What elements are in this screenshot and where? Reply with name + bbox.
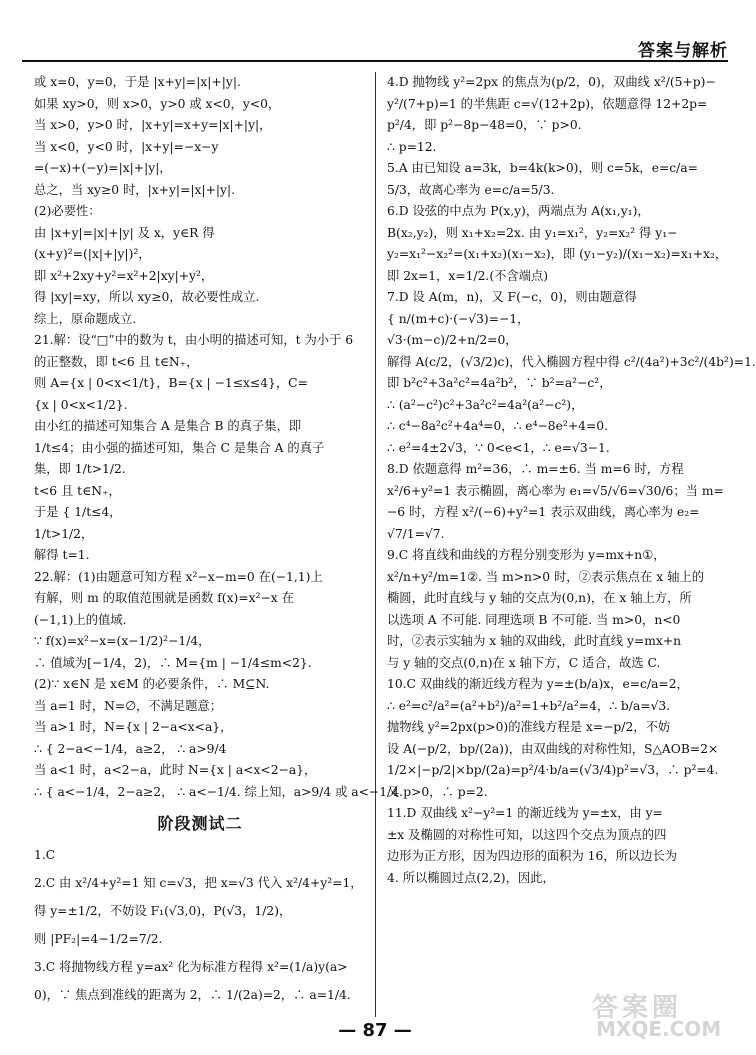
text-line: (2)必要性：: [34, 204, 101, 218]
answer-line: 11.D 双曲线 x²−y²=1 的渐近线为 y=±x，由 y=: [387, 806, 663, 820]
text-line: ∵ f(x)=x²−x=(x−1/2)²−1/4，: [34, 634, 211, 648]
answer-line: 1/2×|−p/2|×bp/(2a)=p²/4·b/a=(√3/4)p²=√3，∴ p²=4.: [387, 763, 719, 777]
answer-line: 时，②表示实轴为 x 轴的双曲线，此时直线 y=mx+n: [387, 634, 682, 648]
text-line: 如果 xy>0，则 x>0，y>0 或 x<0，y<0，: [34, 96, 281, 111]
answer-line: 抛物线 y²=2px(p>0)的准线方程是 x=−p/2，不妨: [387, 720, 671, 734]
answer-line: 即 b²c²+3a²c²=4a²b²，∵ b²=a²−c²，: [387, 376, 612, 390]
answer-line: 与 y 轴的交点(0,n)在 x 轴下方，C 适合，故选 C.: [387, 655, 661, 670]
text-line: (−1,1)上的值域.: [34, 612, 127, 627]
answer-line: 2.C 由 x²/4+y²=1 知 c=√3，把 x=√3 代入 x²/4+y²=1，: [34, 875, 363, 890]
text-line: 由小红的描述可知集合 A 是集合 B 的真子集，即: [34, 419, 302, 433]
text-line: 有解，则 m 的取值范围就是函数 f(x)=x²−x 在: [34, 591, 294, 605]
answer-line: y₂=x₁²−x₂²=(x₁+x₂)(x₁−x₂)，即 (y₁−y₂)/(x₁−x₂)=x₁+x₂，: [387, 247, 728, 261]
text-line: 得 |xy|=xy，所以 xy≥0，故必要性成立.: [34, 290, 260, 304]
watermark-text-top: 答案圈: [592, 993, 683, 1023]
answer-line: ∴ c⁴−8a²c²+4a⁴=0，∴ e⁴−8e²+4=0.: [387, 419, 609, 433]
answer-line: 7.D 设 A(m，n)，又 F(−c，0)，则由题意得: [387, 290, 637, 304]
answer-line: { n/(m+c)·(−√3)=−1，: [387, 311, 530, 326]
answer-line: p²/4，即 p²−8p−48=0，∵ p>0.: [387, 118, 582, 132]
answer-line: 0)，∵ 焦点到准线的距离为 2，∴ 1/(2a)=2，∴ a=1/4.: [34, 987, 351, 1002]
answer-line: 又 p>0，∴ p=2.: [387, 784, 488, 799]
text-line: (2)∵ x∈N 是 x∈M 的必要条件，∴ M⊆N.: [34, 677, 270, 691]
column-divider: [375, 72, 376, 1017]
answer-line: √7/1=√7.: [387, 526, 445, 541]
text-line: 即 x²+2xy+y²=x²+2|xy|+y²，: [34, 268, 214, 283]
answer-line: 得 y=±1/2，不妨设 F₁(√3,0)，P(√3，1/2)，: [34, 903, 292, 918]
page-header: [0, 0, 750, 62]
answer-line: 5.A 由已知设 a=3k，b=4k(k>0)，则 c=5k，e=c/a=: [387, 161, 698, 175]
answer-line: 则 |PF₂|=4−1/2=7/2.: [34, 931, 163, 946]
text-line: 集，即 1/t>1/2.: [34, 462, 126, 476]
text-line: 当 x>0，y>0 时，|x+y|=x+y=|x|+|y|，: [34, 118, 272, 132]
text-line: 1/t≤4；由小强的描述可知，集合 C 是集合 A 的真子: [34, 440, 325, 455]
answer-line: 10.C 双曲线的渐近线方程为 y=±(b/a)x，e=c/a=2，: [387, 677, 689, 691]
answer-line: 8.D 依题意得 m²=36，∴ m=±6. 当 m=6 时，方程: [387, 462, 684, 476]
text-line: (x+y)²=(|x|+|y|)²，: [34, 247, 151, 261]
text-line: 解得 t=1.: [34, 548, 90, 562]
answer-line: ±x 及椭圆的对称性可知，以这四个交点为顶点的四: [387, 827, 667, 842]
answer-line: 设 A(−p/2，bp/(2a))，由双曲线的对称性知，S△AOB=2×: [387, 741, 719, 756]
left-column-lines: [34, 72, 403, 803]
answer-line: −6 时，方程 x²/(−6)+y²=1 表示双曲线，离心率为 e₂=: [387, 505, 700, 519]
text-line: 的正整数，即 t<6 且 t∈N₊，: [34, 354, 199, 369]
answer-line: ∴ p=12.: [387, 139, 437, 154]
answer-line: 边形为正方形，因为四边形的面积为 16，所以边长为: [387, 849, 678, 863]
right-column: [387, 72, 756, 889]
left-column-after-lines: [34, 841, 366, 1009]
text-line: t<6 且 t∈N₊，: [34, 483, 121, 498]
answer-line: x²/6+y²=1 表示椭圆，离心率为 e₁=√5/√6=√30/6；当 m=: [387, 483, 724, 498]
answer-line: 椭圆，此时直线与 y 轴的交点为(0,n)，在 x 轴上方，所: [387, 591, 692, 605]
text-line: ∴ { a<−1/4，2−a≥2， ∴ a<−1/4. 综上知，a>9/4 或 a<−1/4.: [34, 784, 403, 799]
text-line: 或 x=0，y=0，于是 |x+y|=|x|+|y|.: [34, 75, 241, 89]
text-line: 当 x<0，y<0 时，|x+y|=−x−y: [34, 139, 219, 154]
text-line: 当 a>1 时，N={x | 2−a<x<a}，: [34, 720, 233, 734]
text-line: 总之，当 xy≥0 时，|x+y|=|x|+|y|.: [34, 182, 236, 197]
text-line: 综上，原命题成立.: [34, 311, 137, 326]
text-line: 21.解：设“□”中的数为 t，由小明的描述可知，t 为小于 6: [34, 333, 354, 347]
text-line: =(−x)+(−y)=|x|+|y|，: [34, 161, 172, 175]
text-line: 1/t>1/2，: [34, 526, 94, 541]
answer-line: 以选项 A 不可能. 同理选项 B 不可能. 当 m>0，n<0: [387, 612, 681, 627]
answer-line: B(x₂,y₂)，则 x₁+x₂=2x. 由 y₁=x₁²，y₂=x₂² 得 y₁−: [387, 225, 678, 240]
watermark-logo: [582, 985, 732, 1043]
answer-line: 解得 A(c/2，(√3/2)c)，代入椭圆方程中得 c²/(4a²)+3c²/(4b²)=1.: [387, 354, 756, 369]
answer-line: ∴ (a²−c²)c²+3a²c²=4a²(a²−c²)，: [387, 397, 584, 412]
answer-line: 3.C 将抛物线方程 y=ax² 化为标准方程得 x²=(1/a)y(a>: [34, 959, 348, 974]
answer-line: ∴ e²=4±2√3，∵ 0<e<1，∴ e=√3−1.: [387, 440, 610, 455]
text-line: 则 A={x | 0<x<1/t}，B={x | −1≤x≤4}，C=: [34, 376, 308, 390]
answer-line: 1.C: [34, 847, 56, 862]
text-line: {x | 0<x<1/2}.: [34, 397, 128, 412]
text-line: 于是 { 1/t≤4，: [34, 505, 122, 519]
answer-line: ∴ e²=c²/a²=(a²+b²)/a²=1+b²/a²=4，∴ b/a=√3.: [387, 698, 671, 713]
header-title: 答案与解析: [638, 41, 728, 61]
text-line: 当 a<1 时，a<2−a，此时 N={x | a<x<2−a}，: [34, 763, 317, 777]
answer-line: 即 2x=1，x=1/2.(不含端点): [387, 268, 549, 283]
answer-line: √3·(m−c)/2+n/2=0，: [387, 333, 518, 347]
header-rule: [22, 60, 728, 62]
text-line: ∴ 值域为[−1/4，2)，∴ M={m | −1/4≤m<2}.: [34, 655, 312, 670]
text-line: 22.解：(1)由题意可知方程 x²−x−m=0 在(−1,1)上: [34, 569, 323, 584]
answer-line: 4. 所以椭圆过点(2,2)，因此，: [387, 870, 555, 885]
text-line: 由 |x+y|=|x|+|y| 及 x，y∈R 得: [34, 225, 215, 240]
answer-line: 5/3，故离心率为 e=c/a=5/3.: [387, 182, 555, 197]
answer-line: x²/n+y²/m=1②. 当 m>n>0 时，②表示焦点在 x 轴上的: [387, 569, 705, 584]
right-column-lines: [387, 72, 756, 889]
section-title: 阶段测试二: [157, 814, 243, 833]
answer-line: 9.C 将直线和曲线的方程分别变形为 y=mx+n①，: [387, 548, 666, 562]
text-line: ∴ { 2−a<−1/4，a≥2， ∴ a>9/4: [34, 741, 227, 756]
answer-line: 4.D 抛物线 y²=2px 的焦点为(p/2，0)，双曲线 x²/(5+p)−: [387, 75, 716, 89]
answer-line: y²/(7+p)=1 的半焦距 c=√(12+2p)，依题意得 12+2p=: [387, 96, 708, 111]
page-number: — 87 —: [338, 1020, 412, 1041]
left-column: [34, 72, 403, 1009]
watermark-text-bottom: MXQE.COM: [596, 1017, 722, 1041]
text-line: 当 a=1 时，N=∅，不满足题意；: [34, 698, 223, 713]
answer-line: 6.D 设弦的中点为 P(x,y)，两端点为 A(x₁,y₁)，: [387, 204, 650, 218]
